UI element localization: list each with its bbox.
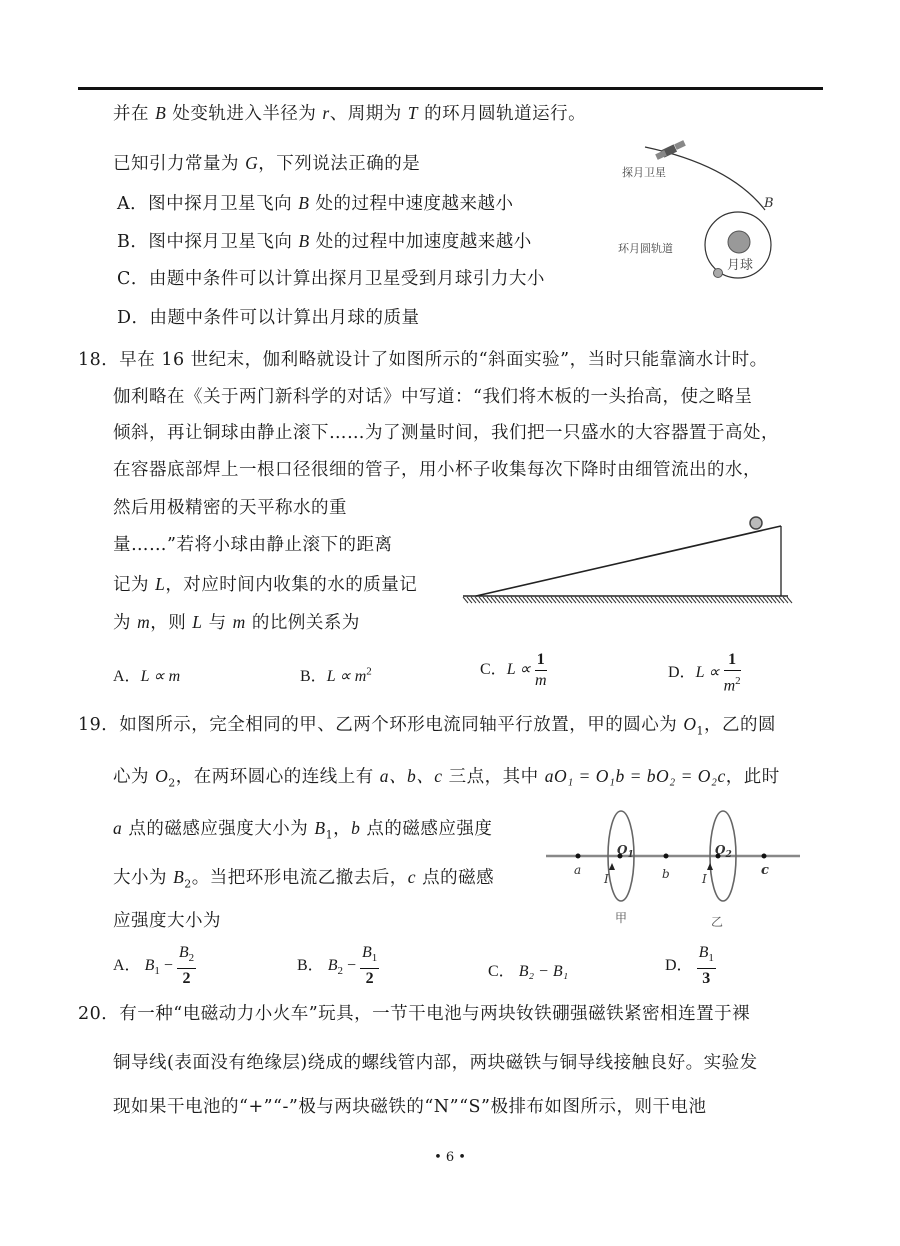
text: 早在 16 世纪末，伽利略就设计了如图所示的“斜面实验”，当时只能靠滴水计时。 [119,350,768,370]
var-B: B [155,103,167,123]
text: 与 [202,613,233,633]
subscript: 2 [184,877,192,891]
q18-option-b [300,663,372,686]
current-arrow-2 [707,863,713,870]
q18-option-a [113,663,180,686]
subscript: 1 [154,964,160,977]
q20-line-3 [113,1096,706,1118]
q17-option-c [117,268,545,290]
var-m: m [137,612,151,632]
text: 倾斜，再让铜球由静止滚下……为了测量时间，我们把一只盛水的大容器置于高处， [113,423,779,443]
q19-option-c [488,958,568,981]
subscript: 1 [696,724,704,738]
option-label: D． [665,956,693,974]
text: 大小为 [113,868,174,888]
subscript: 2 [188,952,195,965]
numerator: B [178,944,189,961]
q18-line-5 [113,497,347,519]
q19-line-1 [78,713,776,743]
incline-surface [476,526,781,596]
ball-icon [750,517,762,529]
text: 现如果干电池的“+”“-”极与两块磁铁的“N”“S”极排布如图所示，则干电池 [113,1097,707,1117]
denominator: 2 [182,970,191,988]
text: 铜导线(表面没有绝缘层)绕成的螺线管内部，两块磁铁与铜导线接触良好。实验发 [113,1053,758,1073]
text: ，下列说法正确的是 [258,154,421,174]
var-m: m [232,612,246,632]
q20-line-2 [113,1052,758,1074]
ground-hatching [463,597,792,603]
q19-line-5 [113,910,221,932]
q19-line-4 [113,866,494,896]
var-b: b [351,818,361,838]
denominator: 2 [365,970,374,988]
q17-option-b [117,230,532,253]
option-label: B． [297,956,324,974]
text: 处变轨进入半径为 [166,104,323,124]
var-T: T [407,103,419,123]
text: 处的过程中加速度越来越小 [309,232,532,252]
text: 为 [113,613,138,633]
operator: − [342,956,360,974]
text: ，此时 [725,767,780,787]
text: 如图所示，完全相同的甲、乙两个环形电流同轴平行放置，甲的圆心为 [119,715,684,735]
q17-line-2 [113,152,420,175]
text: 然后用极精密的天平称水的重 [113,498,347,518]
option-label: C． [480,661,507,679]
option-label: D． [668,663,696,681]
subscript: 1 [371,952,378,965]
text: 在容器底部焊上一根口径很细的管子，用小杯子收集每次下降时由细管流出的水， [113,460,761,480]
q17-line-1 [113,102,586,125]
header-rule [78,87,823,90]
fraction [697,943,716,989]
text: 点的磁感 [416,868,495,888]
q19-line-2 [113,765,780,795]
var-B: B [173,867,185,887]
exponent: 2 [735,675,741,687]
numerator: B [698,944,709,961]
text: 已知引力常量为 [113,154,246,174]
text: ，则 [150,613,193,633]
subscript: 2 [337,964,343,977]
text: 点的磁感应强度大小为 [122,819,315,839]
text: ，对应时间内收集的水的质量记 [165,575,418,595]
text: 处的过程中速度越来越小 [309,194,514,214]
lead-term: B [327,956,338,974]
var-G: G [245,153,259,173]
option-label: B． [117,232,149,252]
var: B [298,193,310,213]
option-label: C． [117,269,149,289]
fraction [360,943,379,989]
text: 应强度大小为 [113,911,221,931]
text: 由题中条件可以计算出月球的质量 [149,308,420,328]
q18-line-6 [113,534,392,556]
q19-line-3 [113,817,492,847]
label-O2: $O_2$ [715,843,732,860]
inclined-plane-figure [458,508,793,608]
equation: aO₁ = O₁b = bO₂ = O₂c [544,766,726,786]
q17-option-d [117,307,420,329]
option-expr: L ∝ [506,661,531,679]
q18-line-8 [113,611,360,634]
q18-option-d [668,650,741,696]
subscript: 2 [168,776,176,790]
label-b: b [662,867,670,881]
label-current-1: I [604,872,609,886]
point-b [664,854,669,859]
label-a: a [574,863,582,877]
var: B [298,231,310,251]
var-O: O [155,766,169,786]
exponent: 2 [366,665,372,678]
var-B: B [314,818,326,838]
q18-line-2 [113,386,752,408]
q18-line-7 [113,573,417,596]
lunar-orbit-figure [600,130,800,290]
text: 、周期为 [329,104,408,124]
vars: a、b、c [379,766,443,786]
option-label: D． [117,308,150,328]
text: 量……”若将小球由静止滚下的距离 [113,535,393,555]
text: 图中探月卫星飞向 [148,232,299,252]
q19-option-d [665,943,716,989]
var-L: L [155,574,166,594]
option-expr: B₂ − B₁ [518,963,569,980]
fraction [177,943,196,989]
text: 记为 [113,575,156,595]
text: 由题中条件可以计算出探月卫星受到月球引力大小 [148,269,545,289]
label-current-2: I [702,872,707,886]
denominator: m [723,677,736,695]
current-arrow-1 [609,863,615,870]
question-number: 20． [78,1004,120,1024]
option-label: B． [300,668,327,685]
option-label: C． [488,963,515,980]
numerator: 1 [535,650,547,671]
text: 图中探月卫星飞向 [148,194,299,214]
option-label: A． [117,194,149,214]
text: 的环月圆轨道运行。 [418,104,587,124]
numerator: 1 [724,650,741,671]
point-c [762,854,767,859]
q18-line-3 [113,422,779,444]
label-ring-1: 甲 [615,911,628,925]
var-c: c [407,867,417,887]
text: 点的磁感应强度 [360,819,493,839]
satellite-on-orbit [714,269,723,278]
option-label: A． [113,668,141,685]
text: 。当把环形电流乙撤去后， [191,868,408,888]
var-O: O [683,714,697,734]
q19-option-a [113,943,196,989]
q18-option-c [480,650,547,691]
fraction [535,650,547,691]
question-number: 19． [78,715,120,735]
ring-current-figure [542,808,804,932]
option-label: A． [113,956,141,974]
operator: − [159,956,177,974]
option-expr: L ∝ m [326,668,367,685]
subscript: 1 [325,828,334,842]
point-B-label: B [764,196,774,211]
q18-line-1 [78,349,768,371]
satellite-label: 探月卫星 [622,166,666,179]
q19-option-b [297,943,379,989]
var-L: L [192,612,203,632]
text: ， [333,819,352,839]
q17-option-a [117,192,513,215]
var-a: a [113,818,123,838]
point-a [576,854,581,859]
text: 伽利略在《关于两门新科学的对话》中写道：“我们将木板的一头抬高，使之略呈 [113,387,753,407]
var-r: r [322,103,330,123]
orbit-label: 环月圆轨道 [618,242,673,255]
lead-term: B [144,956,155,974]
option-expr: L ∝ [695,663,720,681]
q18-line-4 [113,459,761,481]
label-O1: $O_1$ [617,843,634,860]
label-ring-2: 乙 [711,915,724,929]
fraction [724,650,741,696]
text: 并在 [113,104,156,124]
denominator: m [534,672,547,689]
text: 的比例关系为 [245,613,360,633]
numerator: B [362,944,372,961]
text: ，乙的圆 [703,715,776,735]
page-number: • 6 • [434,1150,466,1165]
label-c: c [761,863,769,878]
q20-line-1 [78,1003,750,1025]
subscript: 1 [708,952,714,965]
text: 三点，其中 [442,767,545,787]
text: 有一种“电磁动力小火车”玩具，一节干电池与两块钕铁硼强磁铁紧密相连置于裸 [119,1004,751,1024]
moon-icon [728,231,750,253]
option-expr: L ∝ m [140,668,181,685]
moon-label: 月球 [727,258,754,273]
text: ，在两环圆心的连线上有 [175,767,380,787]
text: 心为 [113,767,156,787]
denominator: 3 [702,970,711,988]
question-number: 18． [78,350,120,370]
